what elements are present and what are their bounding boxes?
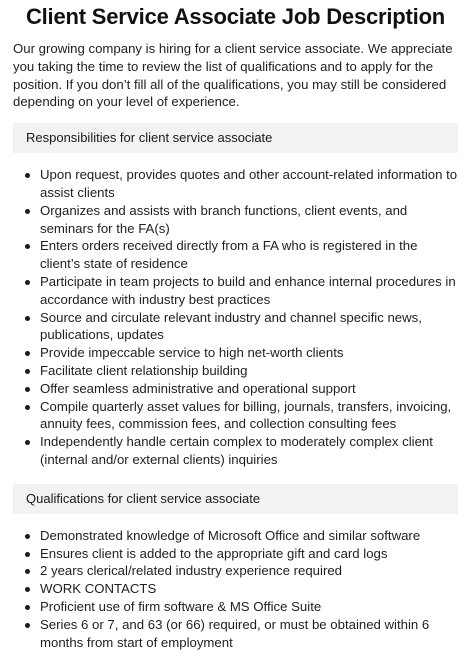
bullet-icon <box>25 209 30 214</box>
list-item-text: Upon request, provides quotes and other account-related information to assist clients <box>40 167 458 200</box>
bullet-icon <box>25 534 30 539</box>
list-item <box>13 166 458 202</box>
bullet-icon <box>25 405 30 410</box>
list-item-text: Organizes and assists with branch functions, client events, and seminars for the FA(s) <box>40 202 408 236</box>
list-item <box>13 598 458 616</box>
list-item <box>13 237 458 273</box>
bullet-icon <box>25 587 30 592</box>
bullet-icon <box>25 173 30 178</box>
list-item-text: Provide impeccable service to high net-worth clients <box>40 345 344 361</box>
bullet-icon <box>25 569 30 574</box>
bullet-icon <box>25 440 30 445</box>
list-item-text: Compile quarterly asset values for billing, journals, transfers, invoicing, annuity fees, commission fees, and collection consulting fees <box>40 398 452 432</box>
list-item-text: Series 6 or 7, and 63 (or 66) required, or must be obtained within 6 months from start of employment <box>40 616 430 650</box>
list-item <box>13 202 458 238</box>
intro-paragraph: Our growing company is hiring for a client service associate. We appreciate you taking the time to review the list of qualifications and to apply for the position. If you don’t fill all of the qualifications, you may still be considered depending on your level of experience. <box>13 41 453 110</box>
list-item <box>13 273 458 309</box>
bullet-icon <box>25 605 30 610</box>
list-item-text: Proficient use of firm software & MS Office Suite <box>40 598 322 614</box>
responsibilities-header: Responsibilities for client service associate <box>13 123 458 153</box>
list-item <box>13 580 458 598</box>
list-item <box>13 527 458 545</box>
bullet-icon <box>25 351 30 356</box>
list-item-text: Independently handle certain complex to moderately complex client (internal and/or external clients) inquiries <box>40 434 433 467</box>
bullet-icon <box>25 552 30 557</box>
list-item-text: Ensures client is added to the appropriate gift and card logs <box>40 545 388 561</box>
bullet-icon <box>25 280 30 285</box>
list-item <box>13 344 458 362</box>
responsibilities-list <box>13 166 458 469</box>
bullet-icon <box>25 244 30 249</box>
qualifications-header: Qualifications for client service associate <box>13 484 458 514</box>
list-item-text: Offer seamless administrative and operational support <box>40 380 356 396</box>
list-item <box>13 398 458 434</box>
list-item <box>13 309 458 345</box>
bullet-icon <box>25 316 30 321</box>
bullet-icon <box>25 387 30 392</box>
bullet-icon <box>25 623 30 628</box>
bullet-icon <box>25 369 30 374</box>
list-item-text: Facilitate client relationship building <box>40 362 248 378</box>
qualifications-list <box>13 527 458 652</box>
list-item <box>13 362 458 380</box>
list-item-text: Demonstrated knowledge of Microsoft Office and similar software <box>40 527 421 543</box>
list-item-text: WORK CONTACTS <box>40 581 157 597</box>
list-item-text: Source and circulate relevant industry and channel specific news, publications, updates <box>40 309 422 343</box>
page-title: Client Service Associate Job Description <box>25 4 446 29</box>
list-item <box>13 545 458 563</box>
list-item-text: Enters orders received directly from a FA who is registered in the client’s state of residence <box>40 238 418 272</box>
list-item <box>13 616 458 652</box>
list-item-text: Participate in team projects to build and enhance internal procedures in accordance with industry best practices <box>40 273 456 307</box>
list-item-text: 2 years clerical/related industry experience required <box>40 563 342 579</box>
list-item <box>13 433 458 469</box>
list-item <box>13 562 458 580</box>
list-item <box>13 380 458 398</box>
